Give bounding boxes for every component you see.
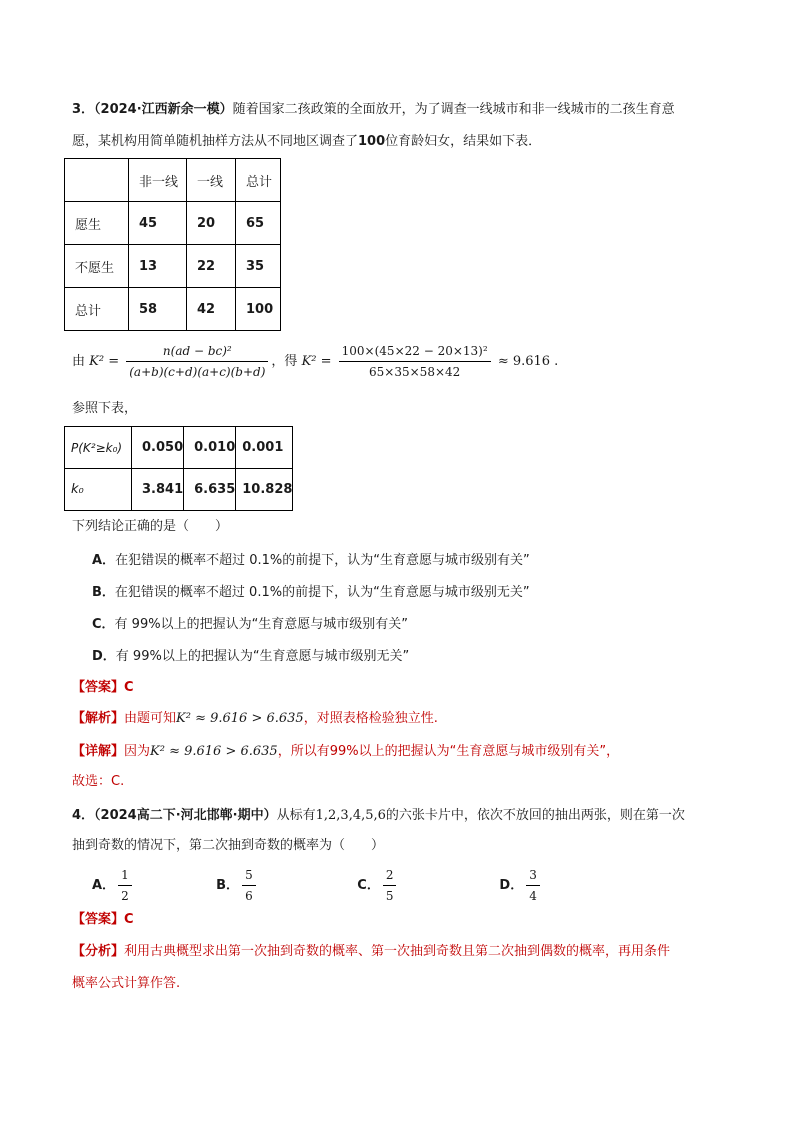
formula-prefix: 由 [72, 354, 86, 369]
answer-value: C [124, 680, 134, 695]
q3-line-1 [72, 99, 722, 121]
q3-sample-size: 100 [358, 134, 386, 149]
q3-formula-line [72, 340, 722, 384]
q4-analysis-line-2: 概率公式计算作答. [72, 976, 181, 991]
table-cell: 13 [129, 245, 187, 288]
table-cell: 42 [187, 288, 236, 331]
q3-source: （2024·江西新余一模） [94, 102, 233, 117]
q4-card-numbers: 1,2,3,4,5,6 [315, 808, 386, 823]
q3-option-b [92, 582, 722, 604]
q3-contingency-table [64, 158, 281, 331]
q3-option-c [92, 614, 722, 636]
analysis-text: ，对照表格检验独立性. [303, 711, 438, 726]
q4-option-c [357, 866, 495, 906]
table-row [65, 245, 281, 288]
option-numerator: 1 [118, 866, 132, 886]
table-cell: 6.635 [184, 469, 236, 511]
option-text: 有 99%以上的把握认为“生育意愿与城市级别有关” [114, 617, 409, 632]
q3-text-2-post: 位育龄妇女，结果如下表． [385, 134, 542, 149]
table-cell: 58 [129, 288, 187, 331]
formula-result: ≈ 9.616 . [497, 354, 559, 369]
formula-denominator: (a+b)(c+d)(a+c)(b+d) [129, 365, 266, 379]
q3-choose: 故选：C. [72, 774, 125, 789]
table-header-cell [65, 159, 129, 202]
option-letter: A． [92, 878, 116, 893]
formula-denominator: 65×35×58×42 [369, 365, 461, 379]
q3-number: 3． [72, 102, 95, 117]
q4-number: 4． [72, 808, 95, 823]
option-letter: C． [92, 617, 115, 632]
q4-analysis [72, 941, 722, 963]
table-cell: 愿生 [65, 202, 129, 245]
table-cell: k₀ [65, 469, 132, 511]
option-letter: C． [357, 878, 380, 893]
option-denominator: 4 [529, 889, 537, 903]
option-numerator: 3 [526, 866, 540, 886]
table-row [65, 202, 281, 245]
formula-fraction-computed [339, 342, 491, 381]
q3-text-1: 随着国家二孩政策的全面放开，为了调查一线城市和非一线城市的二孩生育意 [232, 102, 675, 117]
table-cell: 35 [236, 245, 281, 288]
q3-prompt: 下列结论正确的是（ ） [72, 519, 229, 534]
table-header-cell: 一线 [187, 159, 236, 202]
q3-analysis [72, 708, 722, 730]
option-letter: B． [216, 878, 240, 893]
q4-text: 的六张卡片中，依次不放回的抽出两张，则在第一次 [385, 808, 685, 823]
option-text: 在犯错误的概率不超过 0.1%的前提下，认为“生育意愿与城市级别有关” [115, 553, 530, 568]
option-denominator: 5 [385, 889, 394, 903]
formula-k2-label: K² = [89, 354, 120, 369]
option-numerator: 5 [242, 866, 256, 886]
q3-option-a [92, 550, 722, 572]
table-cell: 100 [236, 288, 281, 331]
q4-options-row [92, 866, 722, 906]
option-numerator: 2 [383, 866, 397, 886]
table-row [65, 288, 281, 331]
q3-option-d [92, 646, 722, 668]
answer-tag: 【答案】 [72, 680, 125, 695]
option-denominator: 2 [121, 889, 129, 903]
table-cell: 10.828 [236, 469, 293, 511]
table-cell: 0.050 [132, 427, 184, 469]
table-row [65, 427, 293, 469]
table-header-cell: 总计 [236, 159, 281, 202]
table-cell: 20 [187, 202, 236, 245]
detail-math: K² ≈ 9.616 > 6.635 [150, 744, 278, 759]
option-letter: D． [92, 649, 116, 664]
analysis-text: 由题可知 [124, 711, 177, 726]
table-cell: 总计 [65, 288, 129, 331]
table-cell: 不愿生 [65, 245, 129, 288]
q3-ref-label: 参照下表， [72, 401, 138, 416]
table-header-cell: 非一线 [129, 159, 187, 202]
option-letter: D． [499, 878, 524, 893]
q3-detail [72, 741, 722, 763]
option-denominator: 6 [245, 889, 253, 903]
q4-text: 从标有 [276, 808, 316, 823]
table-cell: 65 [236, 202, 281, 245]
table-cell: 22 [187, 245, 236, 288]
q4-option-d [499, 866, 579, 906]
analysis-text: 利用古典概型求出第一次抽到奇数的概率、第一次抽到奇数且第二次抽到偶数的概率，再用条件 [124, 944, 671, 959]
formula-fraction-general [126, 342, 268, 381]
option-letter: A． [92, 553, 116, 568]
formula-k2-label-2: K² = [301, 354, 332, 369]
table-cell: 0.001 [236, 427, 293, 469]
answer-tag: 【答案】 [72, 912, 125, 927]
table-header-row [65, 159, 281, 202]
q4-line-1 [72, 805, 722, 827]
q4-option-b [216, 866, 353, 906]
q3-text-2-pre: 愿，某机构用简单随机抽样方法从不同地区调查了 [72, 134, 359, 149]
table-row [65, 469, 293, 511]
table-cell: 45 [129, 202, 187, 245]
option-text: 在犯错误的概率不超过 0.1%的前提下，认为“生育意愿与城市级别无关” [114, 585, 530, 600]
q4-line-2: 抽到奇数的情况下，第二次抽到奇数的概率为（ ） [72, 838, 385, 853]
q3-line-2 [72, 131, 722, 153]
formula-numerator: 100×(45×22 − 20×13)² [339, 342, 491, 362]
q3-critical-value-table [64, 426, 293, 511]
analysis-tag: 【分析】 [72, 944, 125, 959]
detail-text: 因为 [124, 744, 151, 759]
table-cell: P(K²≥k₀) [65, 427, 132, 469]
q4-option-a [92, 866, 212, 906]
option-letter: B． [92, 585, 115, 600]
q3-answer [72, 677, 722, 699]
table-cell: 3.841 [132, 469, 184, 511]
q4-source: （2024高二下·河北邯郸·期中） [94, 808, 277, 823]
q4-answer [72, 909, 722, 931]
detail-tag: 【详解】 [72, 744, 125, 759]
formula-numerator: n(ad − bc)² [126, 342, 268, 362]
analysis-tag: 【解析】 [72, 711, 125, 726]
detail-text: ，所以有99%以上的把握认为“生育意愿与城市级别有关”， [277, 744, 620, 759]
formula-mid-text: ，得 [271, 354, 298, 369]
analysis-math: K² ≈ 9.616 > 6.635 [176, 711, 304, 726]
answer-value: C [124, 912, 134, 927]
table-cell: 0.010 [184, 427, 236, 469]
option-text: 有 99%以上的把握认为“生育意愿与城市级别无关” [115, 649, 410, 664]
